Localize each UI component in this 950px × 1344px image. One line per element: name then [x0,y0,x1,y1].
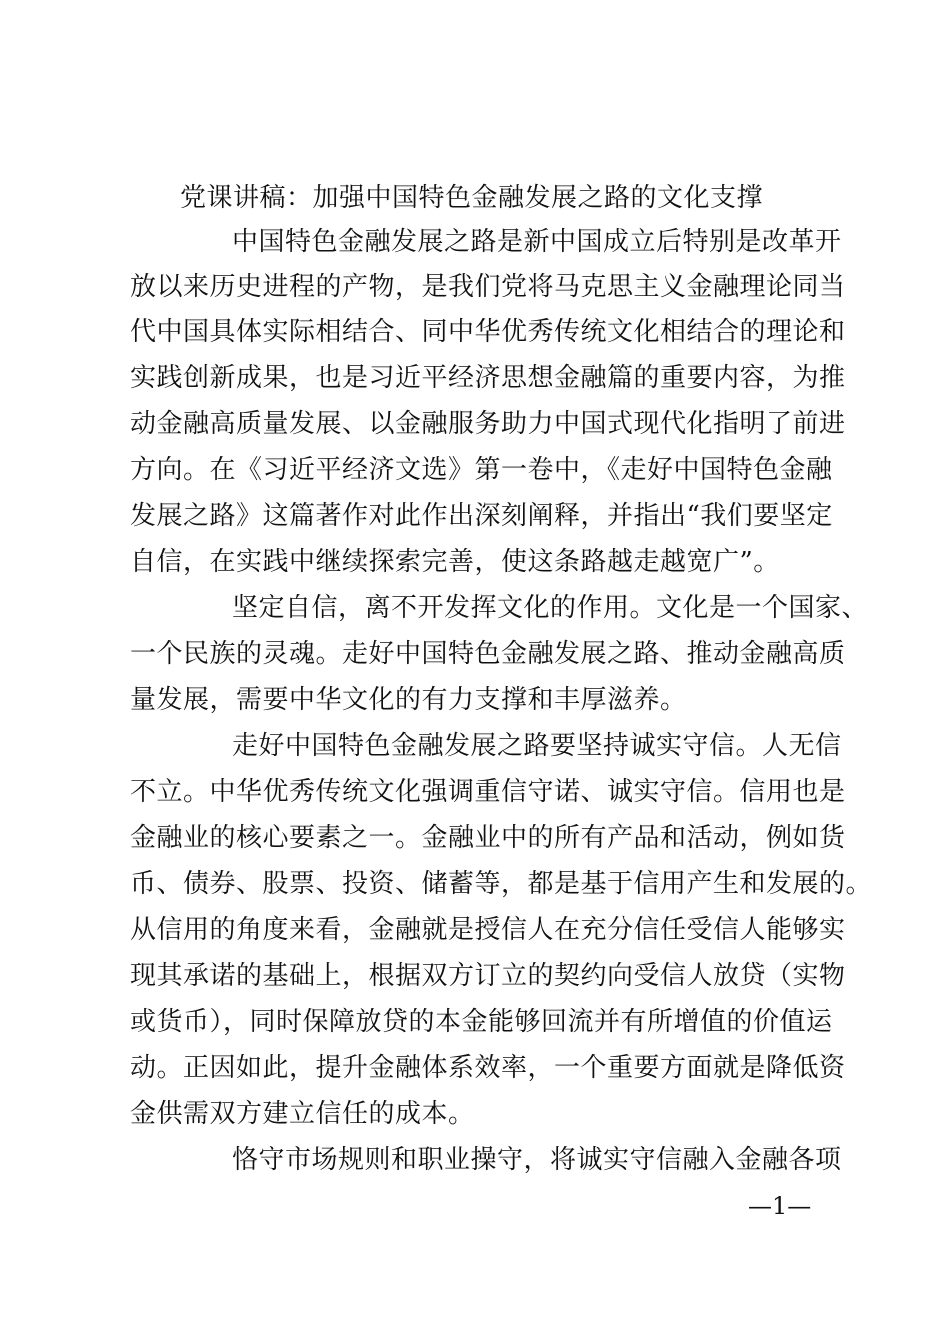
paragraph-3-line-3: 金融业的核心要素之一。金融业中的所有产品和活动，例如货 [130,823,846,853]
document-title: 党课讲稿：加强中国特色金融发展之路的文化支撑 [180,183,764,213]
paragraph-1-line-2: 放以来历史进程的产物，是我们党将马克思主义金融理论同当 [130,272,846,302]
paragraph-1-line-3: 代中国具体实际相结合、同中华优秀传统文化相结合的理论和 [130,317,846,347]
paragraph-1-line-4: 实践创新成果，也是习近平经济思想金融篇的重要内容，为推 [130,363,846,393]
paragraph-3-line-6: 现其承诺的基础上，根据双方订立的契约向受信人放贷（实物 [130,961,846,991]
paragraph-1-line-6: 方向。在《习近平经济文选》第一卷中，《走好中国特色金融 [130,455,833,485]
paragraph-1-line-1: 中国特色金融发展之路是新中国成立后特别是改革开 [232,227,842,257]
paragraph-3-line-7: 或货币），同时保障放贷的本金能够回流并有所增值的价值运 [130,1007,833,1037]
paragraph-3-line-5: 从信用的角度来看，金融就是授信人在充分信任受信人能够实 [130,915,846,945]
paragraph-3-line-2: 不立。中华优秀传统文化强调重信守诺、诚实守信。信用也是 [130,777,846,807]
paragraph-3-line-8: 动。正因如此，提升金融体系效率，一个重要方面就是降低资 [130,1053,846,1083]
paragraph-3-line-4: 币、债券、股票、投资、储蓄等，都是基于信用产生和发展的。 [130,869,873,899]
paragraph-2-line-3: 量发展，需要中华文化的有力支撑和丰厚滋养。 [130,685,687,715]
paragraph-4-line-1: 恪守市场规则和职业操守，将诚实守信融入金融各项 [232,1145,842,1175]
paragraph-2-line-2: 一个民族的灵魂。走好中国特色金融发展之路、推动金融高质 [130,639,846,669]
paragraph-2-line-1: 坚定自信，离不开发挥文化的作用。文化是一个国家、 [232,593,869,623]
paragraph-1-line-5: 动金融高质量发展、以金融服务助力中国式现代化指明了前进 [130,409,846,439]
paragraph-3-line-1: 走好中国特色金融发展之路要坚持诚实守信。人无信 [232,731,842,761]
paragraph-3-line-9: 金供需双方建立信任的成本。 [130,1099,475,1129]
paragraph-1-line-8: 自信，在实践中继续探索完善，使这条路越走越宽广”。 [130,547,780,577]
page-number: —1— [748,1192,812,1220]
paragraph-1-line-7: 发展之路》这篇著作对此作出深刻阐释，并指出“我们要坚定 [130,501,833,531]
